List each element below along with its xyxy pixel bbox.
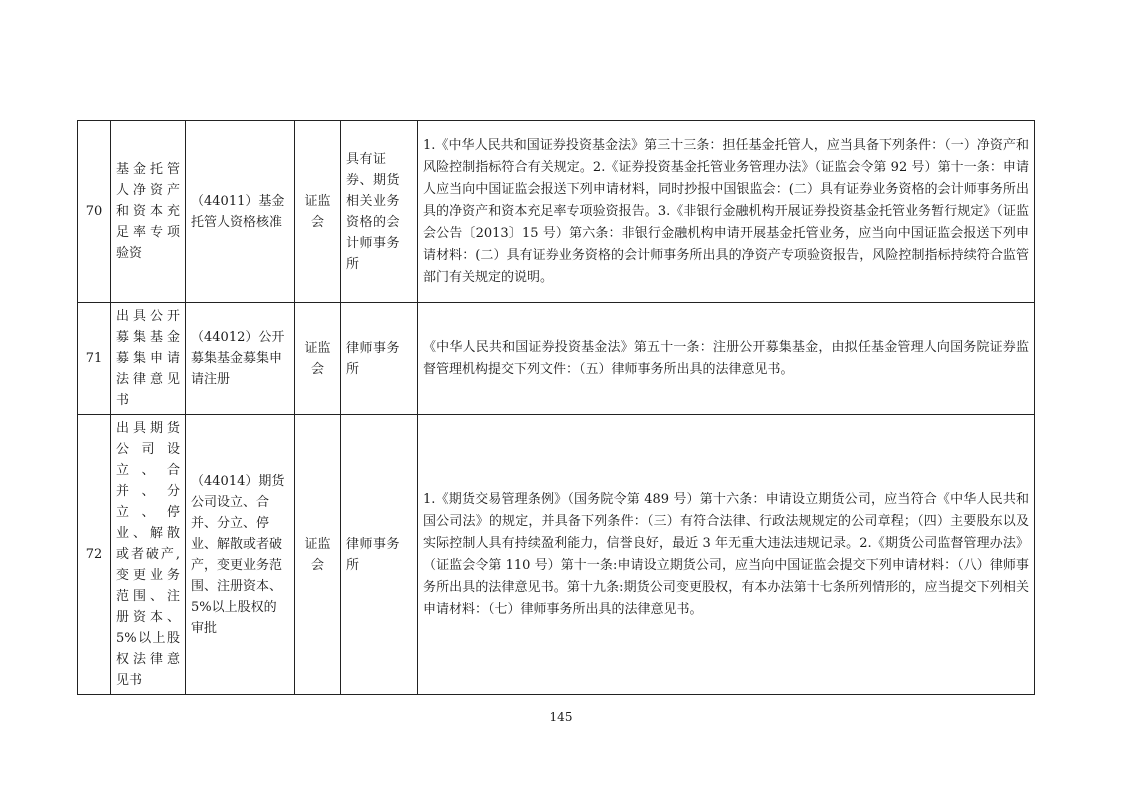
service-name: 出具公开募集基金募集申请法律意见书	[111, 303, 186, 415]
legal-basis: 1.《中华人民共和国证券投资基金法》第三十三条：担任基金托管人，应当具备下列条件：（一）净资产和风险控制指标符合有关规定。2.《证券投资基金托管业务管理办法》（证监会令第 92 号）第十一条：申请人应当向中国证监会报送下列申请材料，同时抄报中国银监会：(二）具有证券业务资格的会计师事务所出具的净资产和资本充足率专项验资报告。3.《非银行金融机构开展证券投资基金托管业务暂行规定》（证监会公告〔2013〕15 号）第六条：非银行金融机构申请开展基金托管业务，应当向中国证监会报送下列申请材料：(二）具有证券业务资格的会计师事务所出具的净资产专项验资报告，风险控制指标持续符合监管部门有关规定的说明。	[418, 121, 1035, 303]
table-row	[78, 121, 1035, 303]
department: 证监会	[295, 121, 341, 303]
legal-basis: 1.《期货交易管理条例》（国务院令第 489 号）第十六条：申请设立期货公司，应当符合《中华人民共和国公司法》的规定，并具备下列条件：（三）有符合法律、行政法规规定的公司章程；（四）主要股东以及实际控制人具有持续盈利能力，信誉良好，最近 3 年无重大违法违规记录。2.《期货公司监督管理办法》（证监会令第 110 号）第十一条:申请设立期货公司，应当向中国证监会提交下列申请材料：（八）律师事务所出具的法律意见书。第十九条:期货公司变更股权，有本办法第十七条所列情形的，应当提交下列相关申请材料：（七）律师事务所出具的法律意见书。	[418, 415, 1035, 695]
service-agency: 律师事务所	[341, 303, 418, 415]
row-number: 71	[78, 303, 111, 415]
services-table	[77, 120, 1035, 695]
approval-item: （44014）期货公司设立、合并、分立、停业、解散或者破产，变更业务范围、注册资本、5%以上股权的审批	[186, 415, 295, 695]
row-number: 72	[78, 415, 111, 695]
service-agency: 具有证券、期货相关业务资格的会计师事务所	[341, 121, 418, 303]
legal-basis: 《中华人民共和国证券投资基金法》第五十一条：注册公开募集基金，由拟任基金管理人向国务院证券监督管理机构提交下列文件：（五）律师事务所出具的法律意见书。	[418, 303, 1035, 415]
table-row	[78, 415, 1035, 695]
service-name: 出具期货公司设立、合并、分立、停业、解散或者破产,变更业务范围、注册资本、5%以上股权法律意见书	[111, 415, 186, 695]
service-name: 基金托管人净资产和资本充足率专项验资	[111, 121, 186, 303]
page-number: 145	[549, 710, 573, 724]
table-row	[78, 303, 1035, 415]
approval-item: （44012）公开募集基金募集申请注册	[186, 303, 295, 415]
approval-item: （44011）基金托管人资格核准	[186, 121, 295, 303]
department: 证监会	[295, 303, 341, 415]
row-number: 70	[78, 121, 111, 303]
service-agency: 律师事务所	[341, 415, 418, 695]
department: 证监会	[295, 415, 341, 695]
